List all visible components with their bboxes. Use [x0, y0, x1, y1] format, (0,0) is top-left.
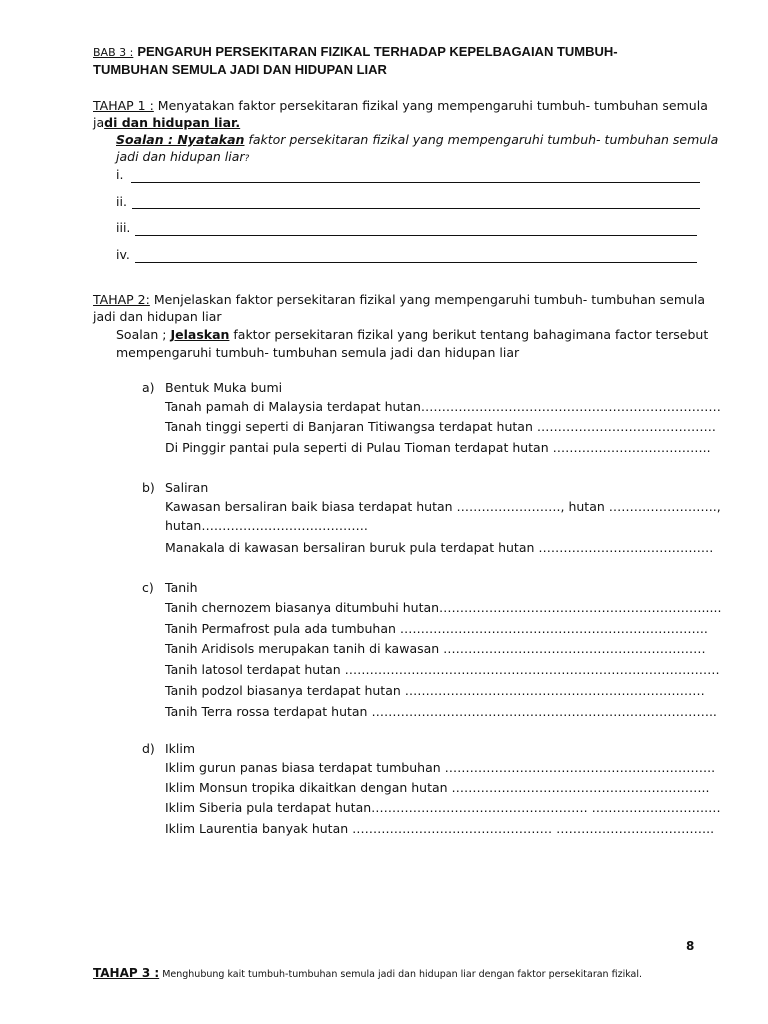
answer-label-i: i.: [116, 167, 124, 182]
tahap3-label: TAHAP 3 :: [93, 966, 160, 980]
tahap1-desc-part2: di dan hidupan liar.: [104, 115, 241, 130]
tahap2-question-keyword: Jelaskan: [170, 327, 230, 342]
tahap1-description-line2: [93, 115, 240, 130]
tahap1-question-mark: ?: [244, 154, 250, 164]
answer-label-ii: ii.: [116, 194, 127, 209]
section-heading-d: Iklim: [165, 741, 196, 756]
tahap2-question: [116, 327, 708, 342]
answer-line-iii[interactable]: [135, 235, 697, 236]
tahap3-heading: [93, 965, 642, 980]
tahap2-description: Menjelaskan faktor persekitaran fizikal yang mempengaruhi tumbuh- tumbuhan semula: [149, 292, 706, 307]
section-c-line-2[interactable]: Tanih Permafrost pula ada tumbuhan ………………………………………………………………..: [165, 621, 708, 636]
section-b-line-2[interactable]: hutan………………………………….: [165, 518, 368, 533]
section-c-line-6[interactable]: Tanih Terra rossa terdapat hutan ………………………………………………………………………..: [165, 704, 717, 719]
chapter-title-line2: TUMBUHAN SEMULA JADI DAN HIDUPAN LIAR: [93, 62, 387, 77]
section-heading-c: Tanih: [165, 580, 198, 595]
tahap1-question-text2: jadi dan hidupan liar: [116, 149, 245, 164]
tahap1-question-line2: [116, 149, 249, 164]
section-c-line-3[interactable]: Tanih Aridisols merupakan tanih di kawasan ………………………………………………………: [165, 641, 706, 656]
section-letter-d: d): [142, 741, 155, 756]
section-letter-c: c): [142, 580, 154, 595]
tahap1-question-label: Soalan : Nyatakan: [116, 132, 245, 147]
chapter-label: BAB 3 :: [93, 46, 134, 59]
answer-label-iv: iv.: [116, 247, 130, 262]
section-heading-a: Bentuk Muka bumi: [165, 380, 283, 395]
section-a-line-3[interactable]: Di Pinggir pantai pula seperti di Pulau Tioman terdapat hutan ………………………………..: [165, 440, 711, 455]
section-heading-b: Saliran: [165, 480, 209, 495]
answer-label-iii: iii.: [116, 220, 131, 235]
section-d-line-2[interactable]: Iklim Monsun tropika dikaitkan dengan hutan ……………………………………………………..: [165, 780, 710, 795]
tahap2-question-prefix: Soalan ;: [116, 327, 171, 342]
answer-line-i[interactable]: [131, 182, 700, 183]
section-a-line-2[interactable]: Tanah tinggi seperti di Banjaran Titiwangsa terdapat hutan …………………………………….: [165, 419, 716, 434]
section-letter-a: a): [142, 380, 155, 395]
tahap1-question-text: faktor persekitaran fizikal yang mempengaruhi tumbuh- tumbuhan semula: [244, 132, 719, 147]
tahap2-question-text: faktor persekitaran fizikal yang berikut tentang bahagimana factor tersebut: [229, 327, 709, 342]
answer-line-iv[interactable]: [135, 262, 697, 263]
tahap1-heading: [93, 98, 708, 113]
tahap2-description-line2: jadi dan hidupan liar: [93, 309, 222, 324]
tahap1-label: TAHAP 1 :: [93, 98, 154, 113]
section-d-line-1[interactable]: Iklim gurun panas biasa terdapat tumbuhan ………………………………………………………..: [165, 760, 716, 775]
tahap1-description: Menyatakan faktor persekitaran fizikal yang mempengaruhi tumbuh- tumbuhan semula: [153, 98, 708, 113]
section-c-line-5[interactable]: Tanih podzol biasanya terdapat hutan ………………………………………………………………: [165, 683, 705, 698]
tahap1-question: [116, 132, 718, 147]
answer-line-ii[interactable]: [132, 208, 700, 209]
chapter-title: [93, 44, 618, 59]
chapter-title-line1: PENGARUH PERSEKITARAN FIZIKAL TERHADAP KEPELBAGAIAN TUMBUH-: [137, 44, 618, 59]
page-number: 8: [686, 939, 695, 953]
tahap2-heading: [93, 292, 705, 307]
section-b-line-3[interactable]: Manakala di kawasan bersaliran buruk pula terdapat hutan ……………………………………: [165, 540, 714, 555]
section-d-line-4[interactable]: Iklim Laurentia banyak hutan ………………………………………… ………………………………..: [165, 821, 715, 836]
section-c-line-1[interactable]: Tanih chernozem biasanya ditumbuhi hutan……………………………………………………….....: [165, 600, 722, 615]
tahap2-question-line2: mempengaruhi tumbuh- tumbuhan semula jadi dan hidupan liar: [116, 345, 520, 360]
section-b-line-1[interactable]: Kawasan bersaliran baik biasa terdapat hutan ……………………., hutan ……………………..,: [165, 499, 721, 514]
section-c-line-4[interactable]: Tanih latosol terdapat hutan ………………………………………………………………………………: [165, 662, 720, 677]
section-letter-b: b): [142, 480, 155, 495]
tahap2-label: TAHAP 2:: [93, 292, 150, 307]
section-d-line-3[interactable]: Iklim Siberia pula terdapat hutan……………………………………………. ……………………….…: [165, 800, 721, 815]
tahap3-description: Menghubung kait tumbuh-tumbuhan semula jadi dan hidupan liar dengan faktor persekitaran fizikal.: [159, 969, 643, 980]
section-a-line-1[interactable]: Tanah pamah di Malaysia terdapat hutan………………………………………………………………: [165, 399, 721, 414]
tahap1-desc-part1: ja: [93, 115, 105, 130]
